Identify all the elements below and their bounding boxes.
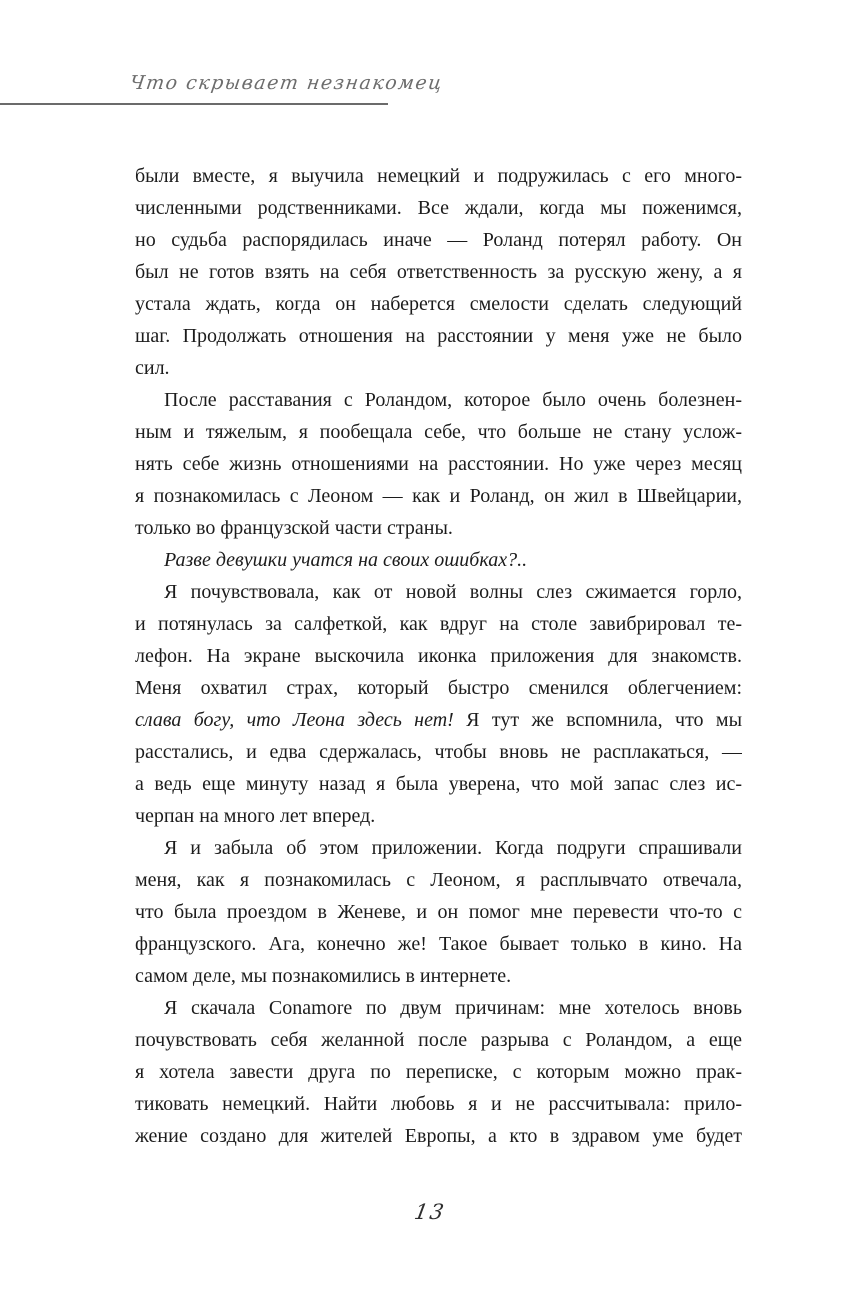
text-line xyxy=(135,416,742,448)
text-line xyxy=(135,736,742,768)
running-title: Что скрывает незнакомец xyxy=(128,72,445,94)
text-segment: но судьба распорядилась иначе — Роланд потерял работу. Он xyxy=(135,229,742,251)
text-segment: ным и тяжелым, я пообещала себе, что больше не стану услож- xyxy=(135,421,742,443)
text-line xyxy=(135,544,742,576)
text-line xyxy=(135,992,742,1024)
italic-text-segment: слава богу, что Леона здесь нет! xyxy=(135,709,454,731)
text-line xyxy=(135,512,742,544)
text-line xyxy=(135,448,742,480)
text-line xyxy=(135,608,742,640)
text-line xyxy=(135,1120,742,1152)
text-segment: нять себе жизнь отношениями на расстоянии. Но уже через месяц xyxy=(135,453,742,475)
text-line xyxy=(135,320,742,352)
text-line xyxy=(135,480,742,512)
text-line xyxy=(135,192,742,224)
text-segment: расстались, и едва сдержалась, чтобы вновь не расплакаться, — xyxy=(135,741,742,763)
text-segment: шаг. Продолжать отношения на расстоянии у меня уже не было xyxy=(135,325,742,347)
text-segment: самом деле, мы познакомились в интернете. xyxy=(135,965,512,987)
text-line xyxy=(135,1024,742,1056)
text-line xyxy=(135,160,742,192)
text-segment: почувствовать себя желанной после разрыва с Роландом, а еще xyxy=(135,1029,742,1051)
text-line xyxy=(135,384,742,416)
text-line xyxy=(135,704,742,736)
text-line xyxy=(135,864,742,896)
page-number: 13 xyxy=(412,1200,448,1224)
text-segment: сил. xyxy=(135,357,170,379)
text-segment: а ведь еще минуту назад я была уверена, что мой запас слез ис- xyxy=(135,773,742,795)
text-line xyxy=(135,256,742,288)
text-segment: Я тут же вспомнила, что мы xyxy=(453,709,742,731)
header-rule xyxy=(0,103,388,105)
text-segment: меня, как я познакомилась с Леоном, я расплывчато отвечала, xyxy=(135,869,742,891)
text-line xyxy=(135,1056,742,1088)
text-segment: Меня охватил страх, который быстро сменился облегчением: xyxy=(135,677,742,699)
text-line xyxy=(135,928,742,960)
text-segment: были вместе, я выучила немецкий и подружилась с его много- xyxy=(135,165,742,187)
text-segment: численными родственниками. Все ждали, когда мы поженимся, xyxy=(135,197,742,219)
text-line xyxy=(135,352,742,384)
text-segment: Я почувствовала, как от новой волны слез сжимается горло, xyxy=(164,581,742,603)
text-segment: Я скачала Conamore по двум причинам: мне хотелось вновь xyxy=(164,997,742,1019)
text-line xyxy=(135,288,742,320)
text-line xyxy=(135,1088,742,1120)
text-line xyxy=(135,832,742,864)
text-segment: Я и забыла об этом приложении. Когда подруги спрашивали xyxy=(164,837,742,859)
text-segment: что была проездом в Женеве, и он помог мне перевести что-то с xyxy=(135,901,742,923)
text-line xyxy=(135,640,742,672)
text-line xyxy=(135,224,742,256)
text-segment: жение создано для жителей Европы, а кто в здравом уме будет xyxy=(135,1125,742,1147)
text-segment: тиковать немецкий. Найти любовь я и не рассчитывала: прило- xyxy=(135,1093,742,1115)
text-segment: я познакомилась с Леоном — как и Роланд, он жил в Швейцарии, xyxy=(135,485,742,507)
text-segment: После расставания с Роландом, которое было очень болезнен- xyxy=(164,389,742,411)
text-line xyxy=(135,960,742,992)
text-line xyxy=(135,800,742,832)
text-segment: лефон. На экране выскочила иконка приложения для знакомств. xyxy=(135,645,742,667)
text-segment: французского. Ага, конечно же! Такое бывает только в кино. На xyxy=(135,933,742,955)
text-line xyxy=(135,672,742,704)
text-line xyxy=(135,896,742,928)
text-line xyxy=(135,576,742,608)
text-line xyxy=(135,768,742,800)
text-segment: я хотела завести друга по переписке, с которым можно прак- xyxy=(135,1061,742,1083)
text-segment: устала ждать, когда он наберется смелости сделать следующий xyxy=(135,293,742,315)
text-segment: черпан на много лет вперед. xyxy=(135,805,376,827)
italic-text-segment: Разве девушки учатся на своих ошибках?.. xyxy=(164,549,528,571)
page-text xyxy=(135,160,742,1152)
text-segment: только во французской части страны. xyxy=(135,517,453,539)
text-segment: и потянулась за салфеткой, как вдруг на столе завибрировал те- xyxy=(135,613,742,635)
text-segment: был не готов взять на себя ответственность за русскую жену, а я xyxy=(135,261,742,283)
